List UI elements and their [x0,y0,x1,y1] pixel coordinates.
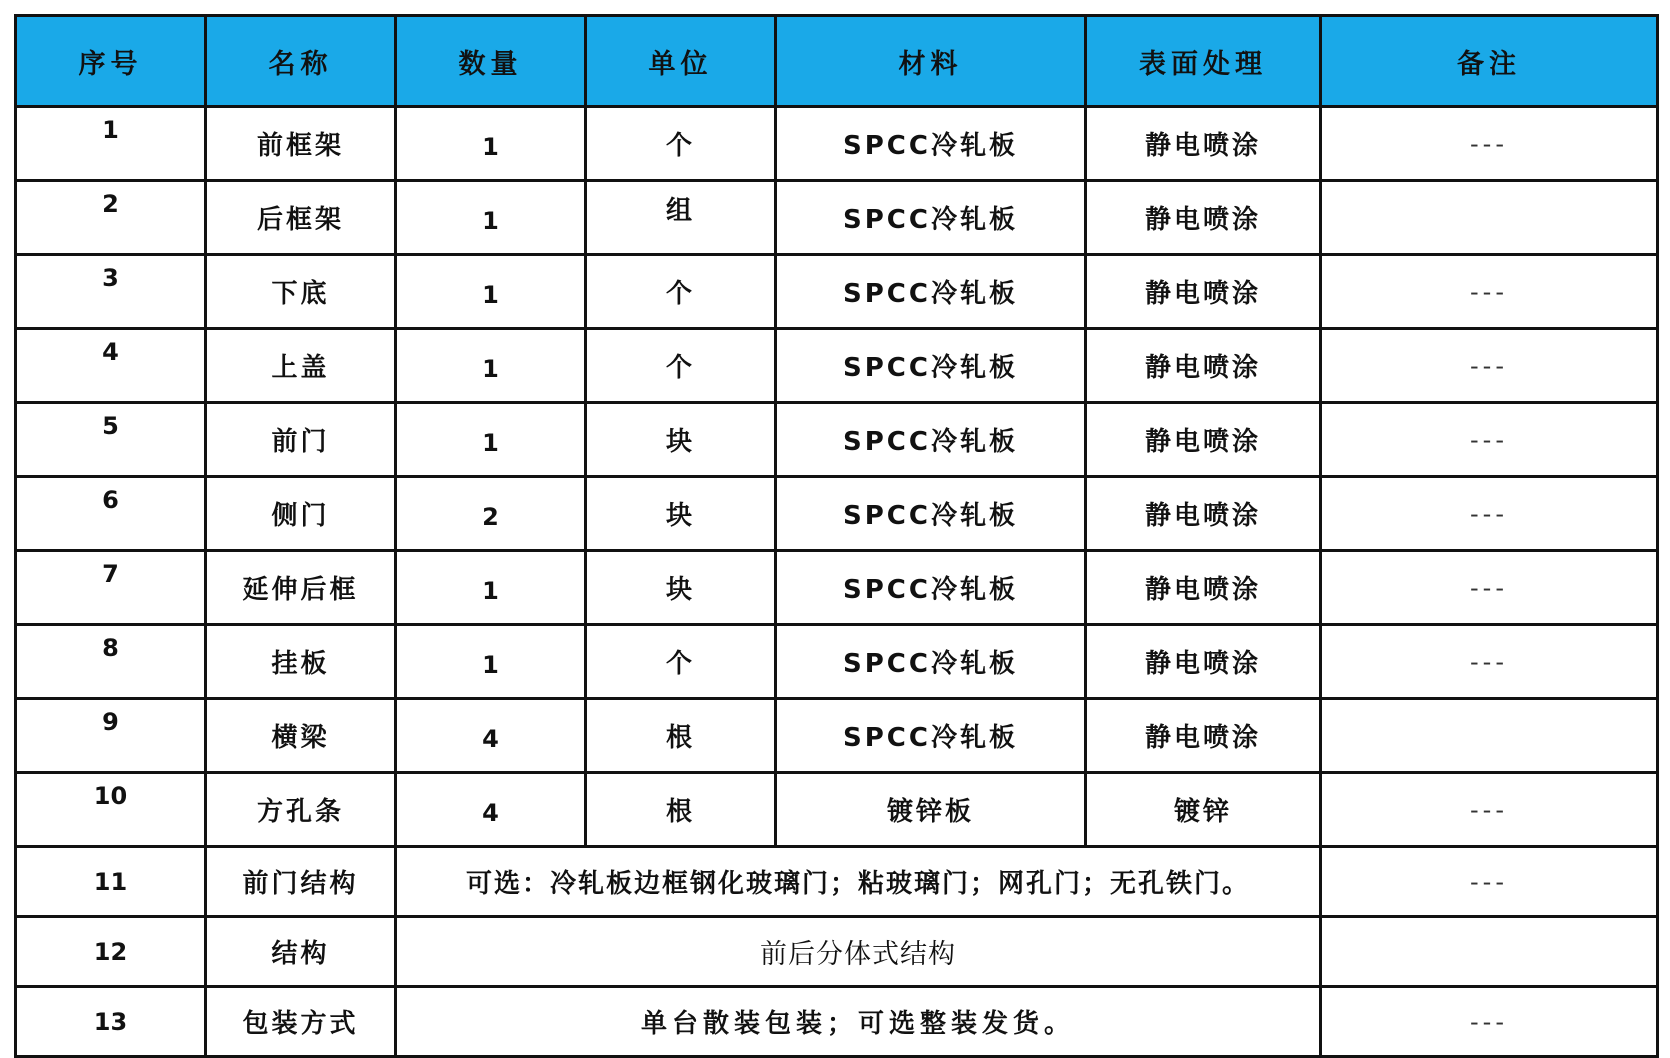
cell-remark: --- [1321,625,1658,699]
table-row [16,107,1658,181]
cell-surface: 静电喷涂 [1086,625,1321,699]
cell-name: 挂板 [206,625,396,699]
cell-remark [1321,699,1658,773]
spec-table-container [14,14,1656,1058]
cell-material: SPCC冷轧板 [776,107,1086,181]
cell-seq: 5 [16,403,206,477]
cell-qty: 2 [396,477,586,551]
cell-remark: --- [1321,403,1658,477]
cell-unit: 根 [586,699,776,773]
cell-remark: --- [1321,255,1658,329]
table-row [16,625,1658,699]
table-row [16,773,1658,847]
cell-surface: 静电喷涂 [1086,181,1321,255]
cell-material: SPCC冷轧板 [776,329,1086,403]
cell-qty: 1 [396,625,586,699]
cell-material: SPCC冷轧板 [776,477,1086,551]
header-material: 材料 [776,16,1086,107]
cell-name: 横梁 [206,699,396,773]
cell-seq: 9 [16,699,206,773]
cell-span-content: 前后分体式结构 [396,917,1321,987]
cell-remark [1321,181,1658,255]
header-name: 名称 [206,16,396,107]
cell-remark: --- [1321,987,1658,1057]
cell-seq: 2 [16,181,206,255]
cell-name: 上盖 [206,329,396,403]
table-row [16,255,1658,329]
cell-qty: 1 [396,255,586,329]
cell-surface: 静电喷涂 [1086,551,1321,625]
header-remark: 备注 [1321,16,1658,107]
cell-surface: 静电喷涂 [1086,403,1321,477]
cell-qty: 4 [396,773,586,847]
table-row-span [16,917,1658,987]
cell-unit: 个 [586,255,776,329]
cell-qty: 1 [396,181,586,255]
cell-name: 前框架 [206,107,396,181]
cell-material: SPCC冷轧板 [776,181,1086,255]
table-row [16,477,1658,551]
table-row [16,403,1658,477]
cell-remark: --- [1321,107,1658,181]
cell-name: 下底 [206,255,396,329]
cell-qty: 4 [396,699,586,773]
cell-qty: 1 [396,551,586,625]
cell-unit: 组 [586,181,776,255]
cell-seq: 6 [16,477,206,551]
cell-qty: 1 [396,107,586,181]
cell-name: 包装方式 [206,987,396,1057]
cell-name: 前门结构 [206,847,396,917]
cell-surface: 静电喷涂 [1086,107,1321,181]
cell-surface: 静电喷涂 [1086,329,1321,403]
cell-name: 侧门 [206,477,396,551]
cell-remark: --- [1321,847,1658,917]
table-row [16,699,1658,773]
cell-material: SPCC冷轧板 [776,551,1086,625]
cell-seq: 13 [16,987,206,1057]
cell-remark: --- [1321,329,1658,403]
cell-material: SPCC冷轧板 [776,255,1086,329]
cell-unit: 块 [586,403,776,477]
cell-seq: 10 [16,773,206,847]
table-row [16,181,1658,255]
cell-surface: 静电喷涂 [1086,699,1321,773]
cell-name: 延伸后框 [206,551,396,625]
table-row-span [16,847,1658,917]
cell-unit: 块 [586,477,776,551]
cell-unit: 块 [586,551,776,625]
cell-qty: 1 [396,403,586,477]
cell-seq: 8 [16,625,206,699]
cell-seq: 12 [16,917,206,987]
cell-unit: 个 [586,625,776,699]
cell-seq: 7 [16,551,206,625]
cell-remark: --- [1321,773,1658,847]
cell-unit: 根 [586,773,776,847]
cell-name: 后框架 [206,181,396,255]
cell-seq: 3 [16,255,206,329]
cell-remark: --- [1321,477,1658,551]
cell-surface: 静电喷涂 [1086,255,1321,329]
header-qty: 数量 [396,16,586,107]
cell-seq: 11 [16,847,206,917]
table-body [16,107,1658,1057]
header-unit: 单位 [586,16,776,107]
cell-material: SPCC冷轧板 [776,403,1086,477]
cell-qty: 1 [396,329,586,403]
table-row [16,329,1658,403]
cell-surface: 镀锌 [1086,773,1321,847]
cell-seq: 4 [16,329,206,403]
table-header-row [16,16,1658,107]
cell-span-content: 单台散装包装；可选整装发货。 [396,987,1321,1057]
header-seq: 序号 [16,16,206,107]
cell-name: 结构 [206,917,396,987]
cell-name: 前门 [206,403,396,477]
table-row [16,551,1658,625]
cell-seq: 1 [16,107,206,181]
header-surface: 表面处理 [1086,16,1321,107]
parts-spec-table [14,14,1659,1058]
cell-remark: --- [1321,551,1658,625]
cell-span-content: 可选：冷轧板边框钢化玻璃门；粘玻璃门；网孔门；无孔铁门。 [396,847,1321,917]
cell-unit: 个 [586,329,776,403]
cell-material: SPCC冷轧板 [776,625,1086,699]
cell-material: SPCC冷轧板 [776,699,1086,773]
cell-name: 方孔条 [206,773,396,847]
cell-material: 镀锌板 [776,773,1086,847]
cell-unit: 个 [586,107,776,181]
table-row-span [16,987,1658,1057]
cell-surface: 静电喷涂 [1086,477,1321,551]
cell-remark [1321,917,1658,987]
